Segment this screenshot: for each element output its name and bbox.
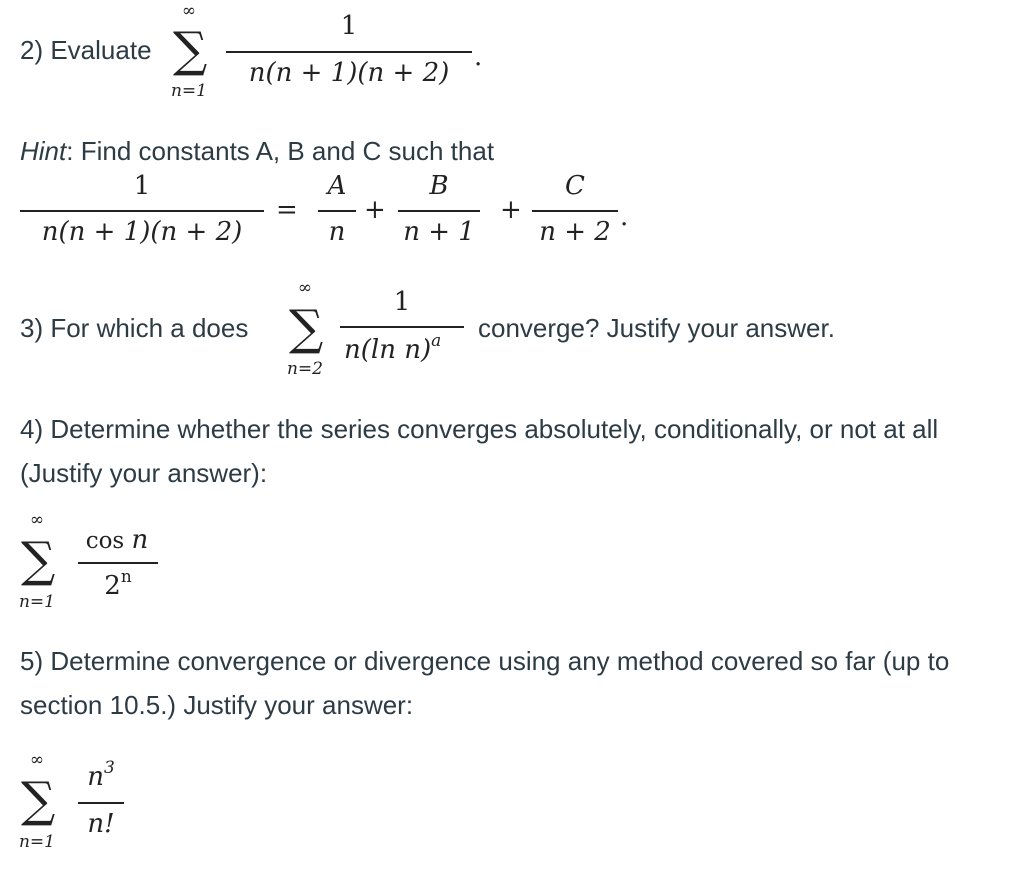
term-a-bar (318, 210, 356, 212)
sum-lower-limit: n=2 (286, 359, 323, 379)
lhs-fraction-bar (20, 210, 264, 212)
problem-5-text: 5) Determine convergence or divergence using any method covered so far (up to section 10.5.) Justify your answer: (20, 646, 950, 720)
lhs-numerator: 1 (133, 171, 151, 201)
denominator-text: 2$^n$ (104, 566, 132, 601)
term-b-bar (398, 210, 480, 212)
equals-sign: = (276, 195, 298, 225)
fraction-bar (226, 51, 472, 53)
fraction-numerator: cos n (85, 525, 149, 555)
problem-4-text: 4) Determine whether the series converges absolutely, conditionally, or not at all (Justify your answer): (20, 414, 939, 488)
fraction-bar (340, 326, 464, 328)
sum-upper-limit: ∞ (297, 278, 313, 298)
sum-lower-limit: n=1 (170, 81, 207, 101)
sum-upper-limit: ∞ (29, 750, 45, 770)
plus-sign-1: + (364, 195, 386, 225)
fraction-denominator (344, 330, 442, 365)
hint-label: Hint (20, 136, 67, 166)
sum-upper-limit: ∞ (181, 1, 197, 21)
term-a-denominator: n (328, 217, 346, 247)
period: . (474, 42, 483, 72)
exponent: a (431, 330, 442, 351)
summation-symbol: ∑ (289, 300, 324, 356)
term-c-bar (532, 210, 618, 212)
problem-2-label: 2) Evaluate (20, 35, 152, 65)
hint-body: : Find constants A, B and C such that (66, 136, 495, 166)
hint-text (20, 138, 494, 164)
summation-symbol: ∑ (21, 772, 56, 828)
problem-3-label: 3) For which a does (20, 313, 249, 343)
exponent: n (120, 566, 132, 587)
summation-symbol: ∑ (21, 532, 56, 588)
lhs-denominator: n(n + 1)(n + 2) (41, 217, 243, 247)
term-c-numerator: C (565, 171, 585, 201)
term-a-numerator: A (327, 171, 347, 201)
numerator-variable: n (131, 525, 149, 555)
fraction-numerator: 1 (393, 287, 411, 317)
fraction-bar (78, 562, 158, 564)
period: . (620, 202, 629, 232)
numerator-text: $n^3$ (87, 757, 115, 792)
exponent: 3 (104, 757, 115, 778)
problem-3-tail: converge? Justify your answer. (478, 313, 835, 343)
sum-upper-limit: ∞ (29, 510, 45, 530)
fraction-bar (78, 802, 124, 804)
sum-lower-limit: n=1 (18, 592, 55, 612)
term-b-numerator: B (429, 171, 449, 201)
fraction-numerator: 1 (340, 11, 358, 41)
fraction-denominator: n(n + 1)(n + 2) (248, 58, 450, 88)
summation-symbol: ∑ (173, 22, 208, 78)
denominator-text: n(ln n)$^a$ (344, 330, 442, 365)
sum-lower-limit: n=1 (18, 832, 55, 852)
term-b-denominator: n + 1 (403, 217, 475, 247)
fraction-numerator (78, 757, 124, 792)
term-c-denominator: n + 2 (539, 217, 611, 247)
fraction-denominator: n! (87, 809, 115, 839)
plus-sign-2: + (500, 195, 522, 225)
fraction-denominator (78, 566, 158, 601)
